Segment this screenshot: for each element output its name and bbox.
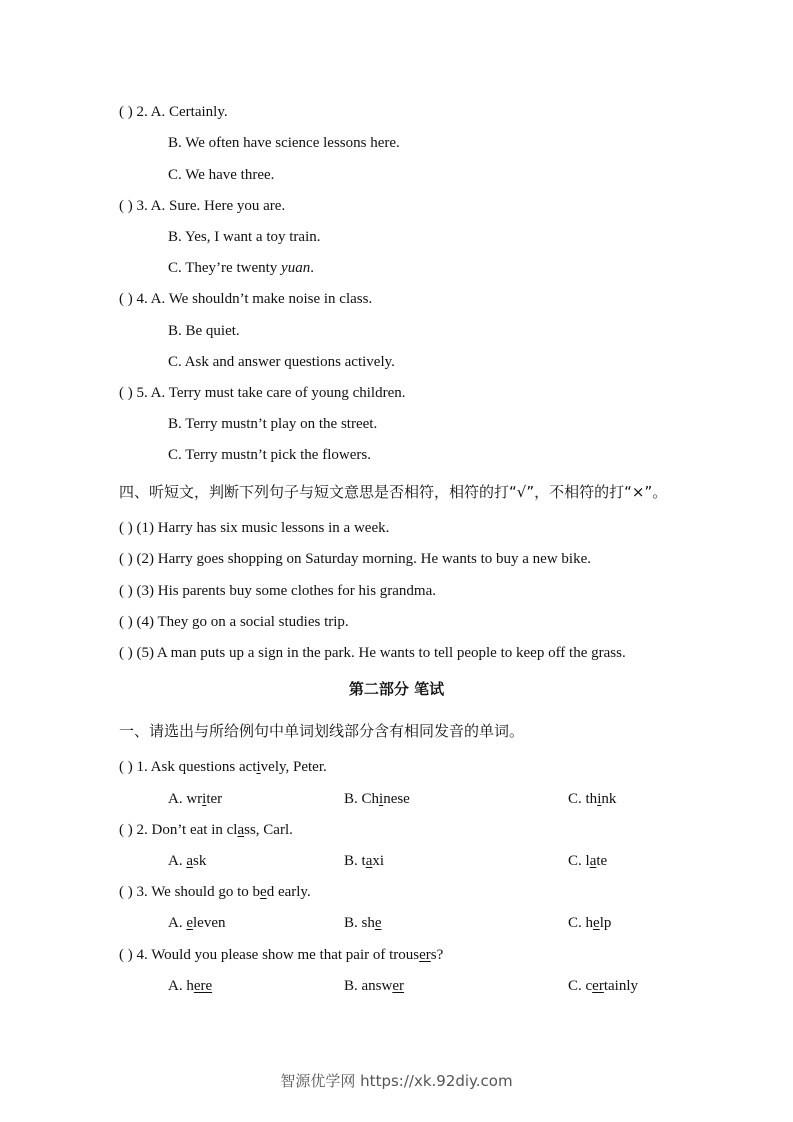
p2-q2-b-underlined: a [365, 853, 373, 869]
p2-q3-option-c [568, 913, 611, 933]
p2-q2-a-pre: A. [168, 853, 187, 869]
p2-q2-b-pre: B. t [344, 853, 366, 869]
p2-q2-option-b [344, 851, 384, 871]
q3-option-b: B. Yes, I want a toy train. [168, 229, 321, 245]
q3-stem: ( ) 3. A. Sure. Here you are. [119, 198, 286, 214]
p2-q4-stem-underlined: er [419, 947, 431, 963]
p2-q1-a-underlined: i [202, 791, 207, 807]
q5-option-c: C. Terry mustn’t pick the flowers. [168, 447, 371, 463]
p2-q1-c-underlined: i [597, 791, 602, 807]
p2-q2-a-post: sk [193, 853, 207, 869]
p2-q1-b-pre: B. Ch [344, 791, 380, 807]
p2-q3-stem-underlined: e [260, 884, 267, 900]
p2-q3-stem [119, 882, 311, 902]
section4-heading: 四、听短文，判断下列句子与短文意思是否相符，相符的打“√”，不相符的打“×”。 [119, 483, 668, 501]
q4-option-c: C. Ask and answer questions actively. [168, 354, 395, 370]
section4-item-2: ( ) (2) Harry goes shopping on Saturday morning. He wants to buy a new bike. [119, 551, 591, 567]
p2-q4-c-post: tainly [603, 978, 638, 994]
p2-q1-option-a [168, 789, 222, 809]
section4-item-3: ( ) (3) His parents buy some clothes for his grandma. [119, 583, 437, 599]
p2-q2-c-pre: C. l [568, 853, 590, 869]
p2-q1-c-pre: C. th [568, 791, 598, 807]
part2-title: 第二部分 笔试 [348, 680, 445, 698]
q4-stem: ( ) 4. A. We shouldn’t make noise in class. [119, 291, 373, 307]
p2-q2-option-c [568, 851, 607, 871]
p2-q2-stem [119, 820, 293, 840]
q5-option-b: B. Terry mustn’t play on the street. [168, 416, 378, 432]
p2-q3-a-pre: A. [168, 915, 187, 931]
p2-q2-option-a [168, 851, 206, 871]
section4-item-5: ( ) (5) A man puts up a sign in the park. He wants to tell people to keep off the grass. [119, 645, 626, 661]
p2-q1-stem [119, 757, 327, 777]
q2-stem: ( ) 2. A. Certainly. [119, 104, 228, 120]
p2-q1-option-c [568, 789, 616, 809]
p2-q4-option-a [168, 976, 212, 996]
p2-q2-c-post: te [596, 853, 608, 869]
p2-q3-b-underlined: e [374, 915, 382, 931]
p2-q1-b-post: nese [383, 791, 410, 807]
p2-q3-option-a [168, 913, 226, 933]
p2-q4-a-pre: A. h [168, 978, 194, 994]
q4-option-b: B. Be quiet. [168, 323, 240, 339]
q3-c-italic: yuan [281, 260, 311, 276]
q2-option-b: B. We often have science lessons here. [168, 135, 400, 151]
p2-q3-stem-pre: ( ) 3. We should go to b [119, 884, 261, 900]
p2-q1-stem-post: vely, Peter. [260, 759, 327, 775]
q2-option-c: C. We have three. [168, 167, 275, 183]
p2-q2-stem-pre: ( ) 2. Don’t eat in cl [119, 822, 238, 838]
part2-heading: 一、请选出与所给例句中单词划线部分含有相同发音的单词。 [119, 722, 525, 740]
p2-q3-a-underlined: e [186, 915, 194, 931]
p2-q1-stem-underlined: i [256, 759, 261, 775]
p2-q2-stem-post: ss, Carl. [244, 822, 293, 838]
p2-q4-stem-post: s? [430, 947, 444, 963]
q3-c-post: . [310, 260, 314, 276]
p2-q4-stem-pre: ( ) 4. Would you please show me that pair of trous [119, 947, 420, 963]
p2-q1-b-underlined: i [379, 791, 384, 807]
p2-q4-b-pre: B. answ [344, 978, 393, 994]
p2-q3-c-post: lp [599, 915, 612, 931]
p2-q1-stem-pre: ( ) 1. Ask questions act [119, 759, 257, 775]
p2-q3-stem-post: d early. [266, 884, 311, 900]
p2-q2-a-underlined: a [186, 853, 194, 869]
q3-option-c [168, 258, 314, 278]
p2-q1-option-b [344, 789, 410, 809]
p2-q4-a-underlined: ere [193, 978, 213, 994]
p2-q3-c-pre: C. h [568, 915, 594, 931]
p2-q4-b-underlined: er [392, 978, 404, 994]
p2-q4-option-c [568, 976, 638, 996]
p2-q4-stem [119, 945, 443, 965]
section4-item-4: ( ) (4) They go on a social studies trip. [119, 614, 349, 630]
q5-stem: ( ) 5. A. Terry must take care of young children. [119, 385, 406, 401]
p2-q2-c-underlined: a [589, 853, 597, 869]
p2-q2-b-post: xi [372, 853, 385, 869]
p2-q1-a-post: ter [206, 791, 223, 807]
p2-q4-option-b [344, 976, 404, 996]
footer-watermark: 智源优学网 https://xk.92diy.com [280, 1072, 513, 1090]
p2-q4-c-underlined: er [592, 978, 604, 994]
p2-q1-c-post: nk [601, 791, 617, 807]
q3-c-pre: C. They’re twenty [168, 260, 282, 276]
p2-q3-option-b [344, 913, 382, 933]
p2-q2-stem-underlined: a [237, 822, 245, 838]
p2-q3-c-underlined: e [593, 915, 600, 931]
p2-q1-a-pre: A. wr [168, 791, 203, 807]
section4-item-1: ( ) (1) Harry has six music lessons in a week. [119, 520, 390, 536]
p2-q4-c-pre: C. c [568, 978, 593, 994]
p2-q3-b-pre: B. sh [344, 915, 375, 931]
p2-q3-a-post: leven [193, 915, 226, 931]
